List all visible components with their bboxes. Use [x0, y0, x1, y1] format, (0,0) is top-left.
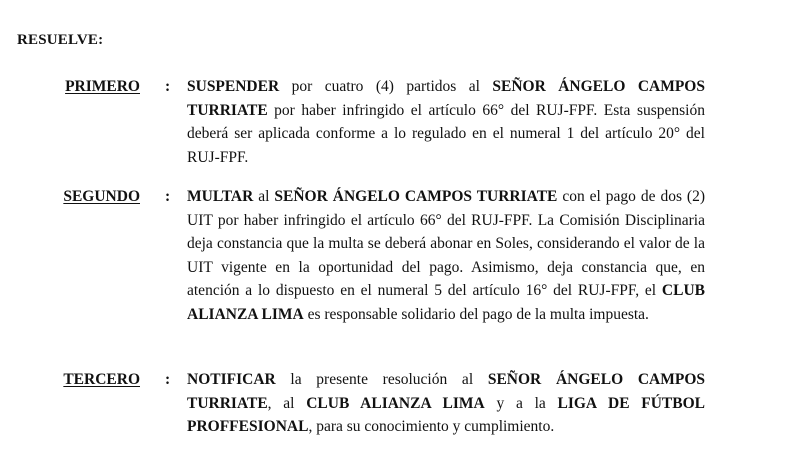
item-text-segundo: [187, 185, 705, 326]
text-segment: es responsable solidario del pago de la multa impuesta.: [303, 305, 649, 323]
item-colon: :: [165, 371, 171, 388]
text-segment: , al: [267, 394, 307, 412]
bold-text-segment: SEÑOR ÁNGELO CAMPOS TURRIATE: [187, 78, 705, 119]
bold-text-segment: LIGA DE FÚTBOL PROFFESIONAL: [187, 394, 706, 435]
text-segment: por cuatro (4) partidos al: [279, 78, 493, 95]
item-colon: :: [165, 188, 171, 205]
section-heading: RESUELVE:: [17, 32, 104, 48]
bold-text-segment: CLUB ALIANZA LIMA: [187, 282, 705, 323]
bold-text-segment: NOTIFICAR: [187, 371, 276, 388]
item-label-tercero: TERCERO: [63, 371, 140, 388]
item-label-primero: PRIMERO: [65, 78, 140, 95]
item-text-primero: [187, 75, 705, 169]
text-segment: al: [253, 188, 275, 205]
text-segment: por haber infringido el artículo 66° del RUJ-FPF. Esta suspensión deberá ser aplicada conforme a lo regulado en el numeral 1 del artículo 20° del RUJ-FPF.: [187, 101, 705, 166]
item-colon: :: [165, 78, 171, 95]
bold-text-segment: SUSPENDER: [187, 78, 280, 95]
text-segment: la presente resolución al: [275, 371, 488, 388]
item-text-tercero: [187, 368, 705, 439]
bold-text-segment: SEÑOR ÁNGELO CAMPOS TURRIATE: [274, 188, 558, 205]
text-segment: y a la: [484, 394, 558, 412]
bold-text-segment: MULTAR: [187, 188, 254, 205]
bold-text-segment: CLUB ALIANZA LIMA: [306, 394, 485, 412]
text-segment: con el pago de dos (2) UIT por haber infringido el artículo 66° del RUJ-FPF. La Comisión Disciplinaria deja constancia que la multa se deberá abonar en Soles, considerando el valor de la UIT vigente en la oportunidad del pago. Asimismo, deja constancia que, en atención a lo dispuesto en el numeral 5 del artículo 16° del RUJ-FPF, el: [187, 188, 705, 299]
item-label-segundo: SEGUNDO: [63, 188, 140, 205]
text-segment: , para su conocimiento y cumplimiento.: [308, 418, 555, 435]
bold-text-segment: SEÑOR ÁNGELO CAMPOS TURRIATE: [187, 371, 706, 412]
